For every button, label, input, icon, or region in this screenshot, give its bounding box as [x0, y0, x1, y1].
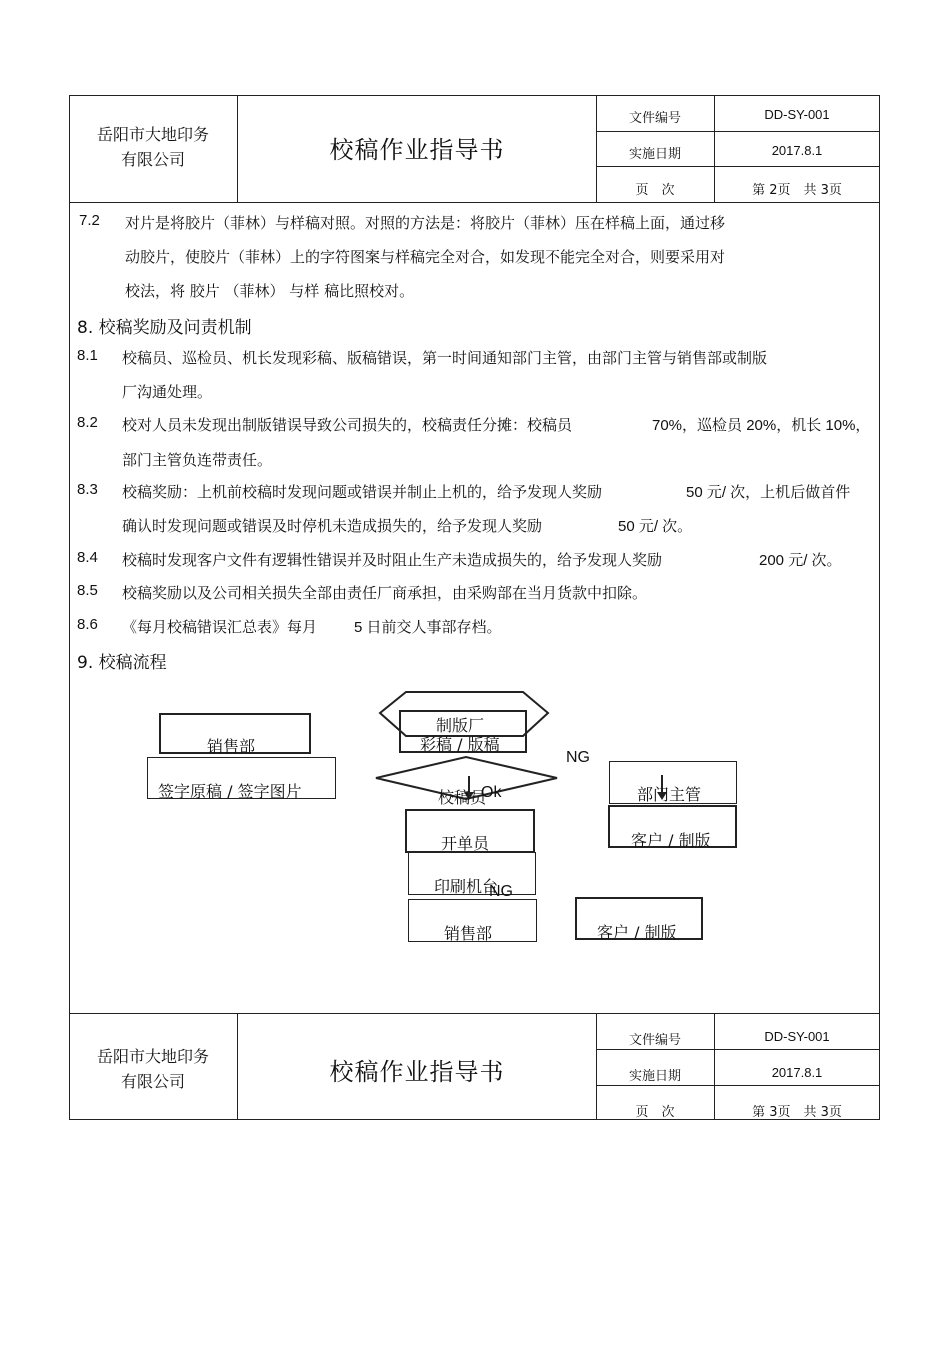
- paragraph-line: 校稿员、巡检员、机长发现彩稿、版稿错误，第一时间通知部门主管，由部门主管与销售部或制版: [122, 349, 768, 367]
- client-plate-label-2: 客户 / 制版: [597, 923, 677, 942]
- company-line: 有限公司: [120, 1072, 185, 1091]
- paragraph-line: 确认时发现问题或错误及时停机未造成损失的，给予发现人奖励: [122, 517, 543, 535]
- paragraph-line: 50 元/ 次，上机后做首件: [686, 484, 851, 501]
- page-label: 页 次: [635, 183, 675, 198]
- press-label: 印刷机台: [434, 877, 499, 896]
- effective-date-value: 2017.8.1: [771, 143, 823, 158]
- proofer-label: 校稿员: [438, 788, 487, 807]
- paragraph-line: 校稿奖励以及公司相关损失全部由责任厂商承担，由采购部在当月货款中扣除。: [122, 584, 648, 602]
- paragraph-line: 校对人员未发现出制版错误导致公司损失的，校稿责任分摊：校稿员: [122, 416, 573, 434]
- page-value: 第 3页 共 3页: [752, 1105, 842, 1120]
- signed-original-label: 签字原稿 / 签字图片: [158, 782, 302, 801]
- document-title: 校稿作业指导书: [329, 1058, 505, 1086]
- doc-number-value: DD-SY-001: [764, 1029, 830, 1044]
- paragraph-line: 校法，将 胶片 （菲林） 与样 稿比照校对。: [125, 282, 415, 300]
- section-heading: 8. 校稿奖励及问责机制: [77, 318, 252, 338]
- paragraph-line: 校稿奖励：上机前校稿时发现问题或错误并制止上机的，给予发现人奖励: [122, 483, 603, 501]
- section-number: 8.2: [77, 414, 98, 431]
- section-number: 7.2: [79, 212, 100, 229]
- footer-row-line: [596, 1085, 880, 1086]
- paragraph-line: 《每月校稿错误汇总表》每月: [122, 618, 318, 636]
- document-title: 校稿作业指导书: [329, 136, 505, 164]
- paragraph-line: 厂沟通处理。: [122, 383, 213, 401]
- page-label: 页 次: [635, 1105, 675, 1120]
- section-number: 8.4: [77, 549, 98, 566]
- dept-manager-label: 部门主管: [637, 785, 702, 804]
- effective-date-value: 2017.8.1: [771, 1065, 823, 1080]
- section-heading: 9. 校稿流程: [77, 653, 167, 673]
- paragraph-line: 70%，巡检员 20%，机长 10%，: [652, 417, 871, 434]
- order-clerk-label: 开单员: [441, 834, 490, 853]
- ok-label: Ok: [481, 784, 502, 801]
- section-number: 8.3: [77, 481, 98, 498]
- sales-label: 销售部: [207, 737, 256, 756]
- paragraph-line: 5 日前交人事部存档。: [354, 619, 502, 636]
- page-value: 第 2页 共 3页: [752, 183, 842, 198]
- footer-divider: [69, 1013, 880, 1014]
- section-number: 8.6: [77, 616, 98, 633]
- section-number: 8.1: [77, 347, 98, 364]
- sales-bottom-label: 销售部: [444, 924, 493, 943]
- effective-date-label: 实施日期: [628, 1069, 681, 1084]
- paragraph-line: 部门主管负连带责任。: [122, 451, 273, 469]
- company-name: [69, 1044, 237, 1094]
- effective-date-label: 实施日期: [628, 147, 681, 162]
- section-number: 8.5: [77, 582, 98, 599]
- ng-label: NG: [566, 749, 590, 766]
- footer-row-line: [596, 1049, 880, 1050]
- paragraph-line: 对片是将胶片（菲林）与样稿对照。对照的方法是：将胶片（菲林）压在样稿上面，通过移: [125, 214, 726, 232]
- doc-number-value: DD-SY-001: [764, 107, 830, 122]
- ng-label: NG: [489, 883, 513, 900]
- paragraph-line: 动胶片，使胶片（菲林）上的字符图案与样稿完全对合，如发现不能完全对合，则要采用对: [125, 248, 726, 266]
- client-plate-label: 客户 / 制版: [631, 831, 711, 850]
- company-line: 有限公司: [120, 150, 185, 169]
- plate-factory-sublabel: 彩稿 / 版稿: [420, 735, 500, 754]
- paragraph-line: 50 元/ 次。: [618, 518, 693, 535]
- company-line: 岳阳市大地印务: [96, 1047, 209, 1066]
- paragraph-line: 200 元/ 次。: [759, 552, 842, 569]
- paragraph-line: 校稿时发现客户文件有逻辑性错误并及时阻止生产未造成损失的，给予发现人奖励: [122, 551, 663, 569]
- doc-number-label: 文件编号: [628, 111, 681, 126]
- plate-factory-label: 制版厂: [436, 716, 485, 735]
- doc-number-label: 文件编号: [628, 1033, 681, 1048]
- company-line: 岳阳市大地印务: [96, 125, 209, 144]
